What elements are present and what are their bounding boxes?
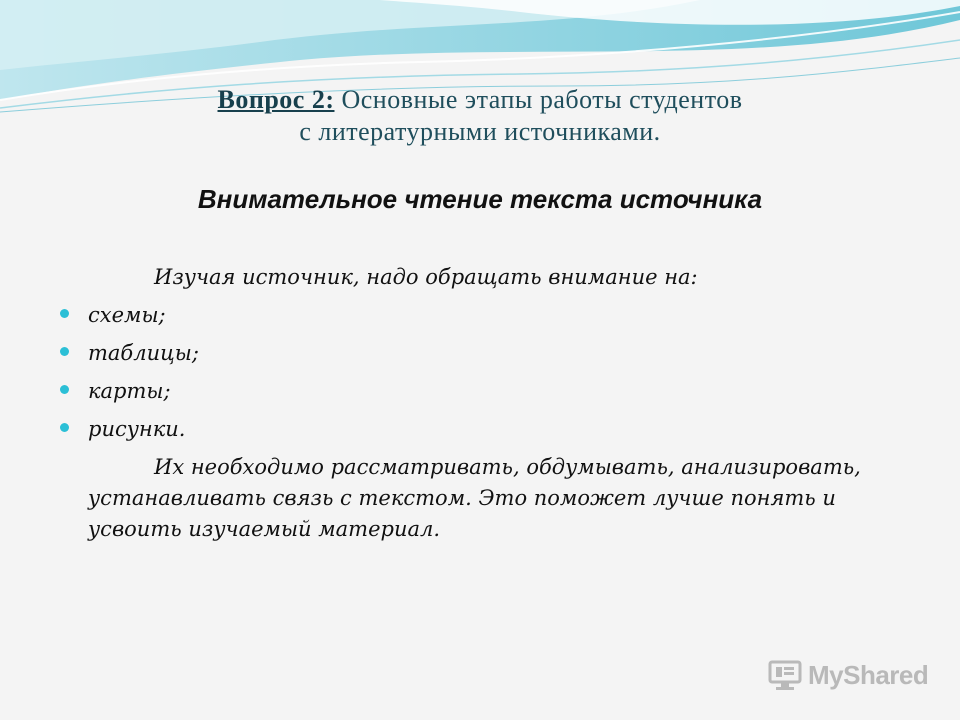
bullet-item-text: карты; (88, 379, 171, 403)
bullet-item-text: таблицы; (88, 341, 199, 365)
bullet-item (60, 338, 199, 376)
question-label: Вопрос 2: (217, 85, 335, 114)
intro-paragraph: Изучая источник, надо обращать внимание на: (154, 265, 698, 289)
slide-title-line-1 (60, 84, 900, 116)
slide-title (60, 84, 900, 148)
slide-subtitle: Внимательное чтение текста источника (197, 184, 763, 214)
computer-monitor-icon (768, 659, 802, 691)
bullet-item (60, 414, 199, 452)
bullet-item-text: схемы; (88, 303, 166, 327)
bullet-dot-icon (60, 385, 69, 394)
bullet-dot-icon (60, 309, 69, 318)
bullet-item (60, 300, 199, 338)
bullet-dot-icon (60, 423, 69, 432)
outro-paragraph: Их необходимо рассматривать, обдумывать, анализировать, устанавливать связь с текстом. Это поможет лучше понять и усвоить изучаемый материал. (88, 455, 861, 541)
bullet-item (60, 376, 199, 414)
bullet-item-text: рисунки. (88, 417, 186, 441)
title-line-1-text: Основные этапы работы студентов (334, 85, 743, 114)
bullet-list (60, 300, 199, 452)
bullet-dot-icon (60, 347, 69, 356)
watermark-text: MyShared (808, 659, 929, 690)
myshared-watermark (768, 658, 928, 692)
slide-title-line-2: с литературными источниками. (299, 117, 661, 146)
